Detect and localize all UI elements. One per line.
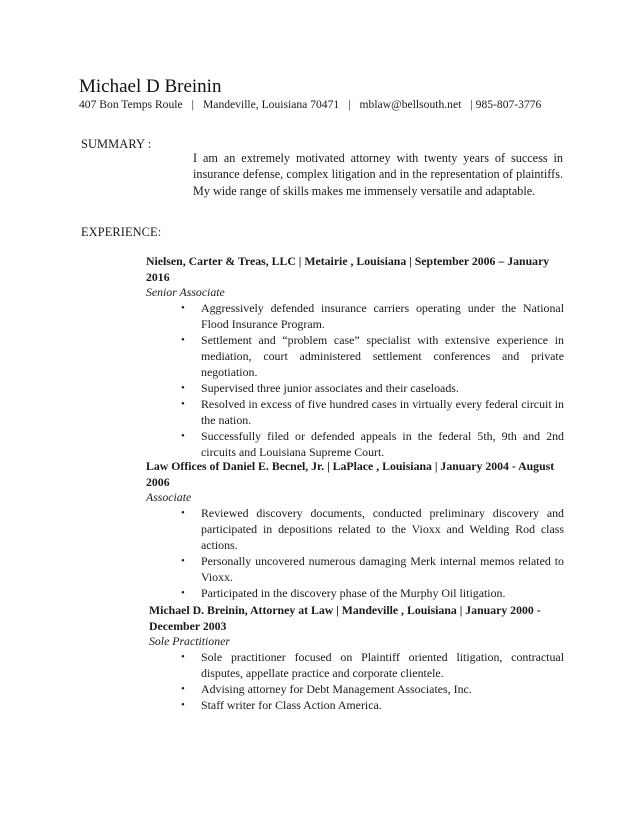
- bullet-icon: •: [181, 699, 185, 711]
- bullet-icon: •: [181, 398, 185, 410]
- candidate-name: Michael D Breinin: [79, 76, 222, 97]
- bullet-text: Settlement and “problem case” specialist with extensive experience in mediation, court administered settlement conferences and private negotiation.: [201, 333, 564, 379]
- bullet-text: Staff writer for Class Action America.: [201, 698, 382, 712]
- bullet-icon: •: [181, 587, 185, 599]
- job-entry: [146, 458, 564, 601]
- bullet-text: Sole practitioner focused on Plaintiff oriented litigation, contractual disputes, appellate practice and corporate clientele.: [201, 650, 564, 680]
- bullet-item: [181, 585, 564, 601]
- experience-heading: EXPERIENCE:: [81, 225, 162, 239]
- bullet-text: Personally uncovered numerous damaging Merk internal memos related to Vioxx.: [201, 554, 564, 584]
- job-title: Michael D. Breinin, Attorney at Law | Mandeville , Louisiana | January 2000 - December 2003: [149, 603, 541, 633]
- job-title: Law Offices of Daniel E. Becnel, Jr. | LaPlace , Louisiana | January 2004 - August 2006: [146, 459, 555, 489]
- contact-line: [79, 97, 559, 113]
- bullet-icon: •: [181, 555, 185, 567]
- city: Mandeville, Louisiana 70471: [202, 98, 340, 111]
- job-role: Sole Practitioner: [149, 634, 230, 648]
- email: mblaw@bellsouth.net: [359, 98, 462, 111]
- job-entry: [146, 253, 564, 460]
- bullet-icon: •: [181, 334, 185, 346]
- bullet-item: [181, 332, 564, 380]
- separator: |: [191, 98, 194, 111]
- phone: 985-807-3776: [475, 98, 542, 111]
- bullet-item: [181, 697, 564, 713]
- bullet-text: Advising attorney for Debt Management Associates, Inc.: [201, 682, 472, 696]
- bullet-icon: •: [181, 382, 185, 394]
- summary-text: I am an extremely motivated attorney with twenty years of success in insurance defense, complex litigation and in the representation of plaintiffs. My wide range of skills makes me immensely versatile and adaptable.: [193, 151, 563, 198]
- bullet-text: Reviewed discovery documents, conducted preliminary discovery and participated in depositions related to the Vioxx and Welding Rod class actions.: [201, 506, 564, 552]
- job-bullets: [149, 649, 564, 713]
- bullet-text: Aggressively defended insurance carriers operating under the National Flood Insurance Program.: [201, 301, 564, 331]
- bullet-icon: •: [181, 430, 185, 442]
- bullet-text: Successfully filed or defended appeals in the federal 5th, 9th and 2nd circuits and Louisiana Supreme Court.: [201, 429, 564, 459]
- bullet-item: [181, 681, 564, 697]
- job-bullets: [146, 300, 564, 460]
- job-role: Senior Associate: [146, 285, 225, 299]
- summary-heading: SUMMARY :: [81, 137, 152, 151]
- separator: |: [348, 98, 351, 111]
- bullet-item: [181, 649, 564, 681]
- bullet-item: [181, 300, 564, 332]
- address: 407 Bon Temps Roule: [79, 98, 183, 111]
- job-bullets: [146, 505, 564, 601]
- bullet-icon: •: [181, 302, 185, 314]
- bullet-text: Resolved in excess of five hundred cases in virtually every federal circuit in the nation.: [201, 397, 564, 427]
- bullet-item: [181, 428, 564, 460]
- separator: |: [470, 98, 473, 111]
- bullet-text: Participated in the discovery phase of the Murphy Oil litigation.: [201, 586, 506, 600]
- bullet-icon: •: [181, 507, 185, 519]
- bullet-item: [181, 396, 564, 428]
- bullet-item: [181, 505, 564, 553]
- job-title: Nielsen, Carter & Treas, LLC | Metairie , Louisiana | September 2006 – January 2016: [146, 254, 550, 284]
- bullet-item: [181, 380, 564, 396]
- bullet-icon: •: [181, 651, 185, 663]
- bullet-icon: •: [181, 683, 185, 695]
- bullet-item: [181, 553, 564, 585]
- bullet-text: Supervised three junior associates and their caseloads.: [201, 381, 459, 395]
- job-role: Associate: [146, 490, 192, 504]
- job-entry: [149, 602, 564, 713]
